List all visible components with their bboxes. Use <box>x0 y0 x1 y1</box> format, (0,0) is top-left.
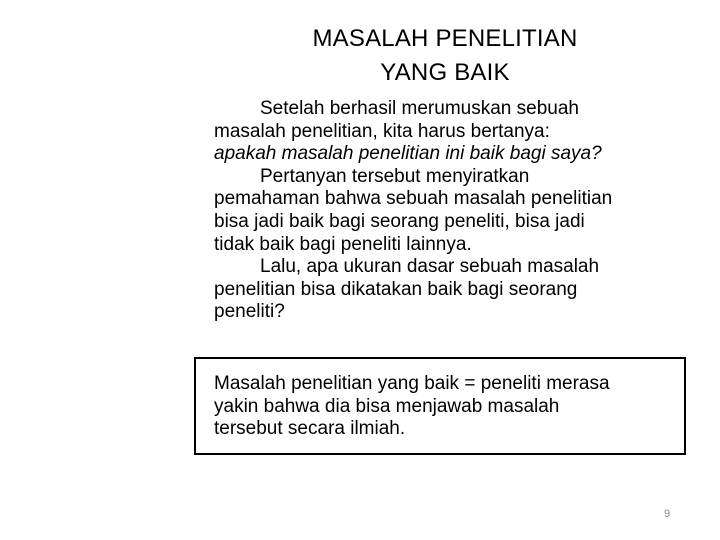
title-line-2: YANG BAIK <box>380 59 510 86</box>
paragraph-1-question: apakah masalah penelitian ini baik bagi saya? <box>214 143 602 165</box>
paragraph-1-line-1: Setelah berhasil merumuskan sebuah <box>260 98 579 119</box>
paragraph-2-line-2: pemahaman bahwa sebuah masalah penelitian <box>214 188 613 210</box>
title-line-1: MASALAH PENELITIAN <box>312 25 578 52</box>
definition-text <box>214 373 610 441</box>
paragraph-3-line-1: Lalu, apa ukuran dasar sebuah masalah <box>260 256 600 278</box>
paragraph-2-line-4: tidak baik bagi peneliti lainnya. <box>214 233 472 255</box>
paragraph-1-line-2: masalah penelitian, kita harus bertanya: <box>214 120 550 142</box>
paragraph-2-line-1: Pertanyan tersebut menyiratkan <box>260 165 530 187</box>
page-title <box>212 22 678 90</box>
definition-box <box>194 357 686 455</box>
body-text <box>214 98 688 324</box>
paragraph-2-line-3: bisa jadi baik bagi seorang peneliti, bisa jadi <box>214 210 585 232</box>
definition-line-3: tersebut secara ilmiah. <box>214 418 406 440</box>
definition-line-1: Masalah penelitian yang baik = peneliti merasa <box>214 373 610 394</box>
paragraph-3-line-2: penelitian bisa dikatakan baik bagi seorang <box>214 278 578 300</box>
paragraph-3-line-3: peneliti? <box>214 301 285 323</box>
page-number: 9 <box>664 508 671 520</box>
definition-line-2: yakin bahwa dia bisa menjawab masalah <box>214 395 560 417</box>
